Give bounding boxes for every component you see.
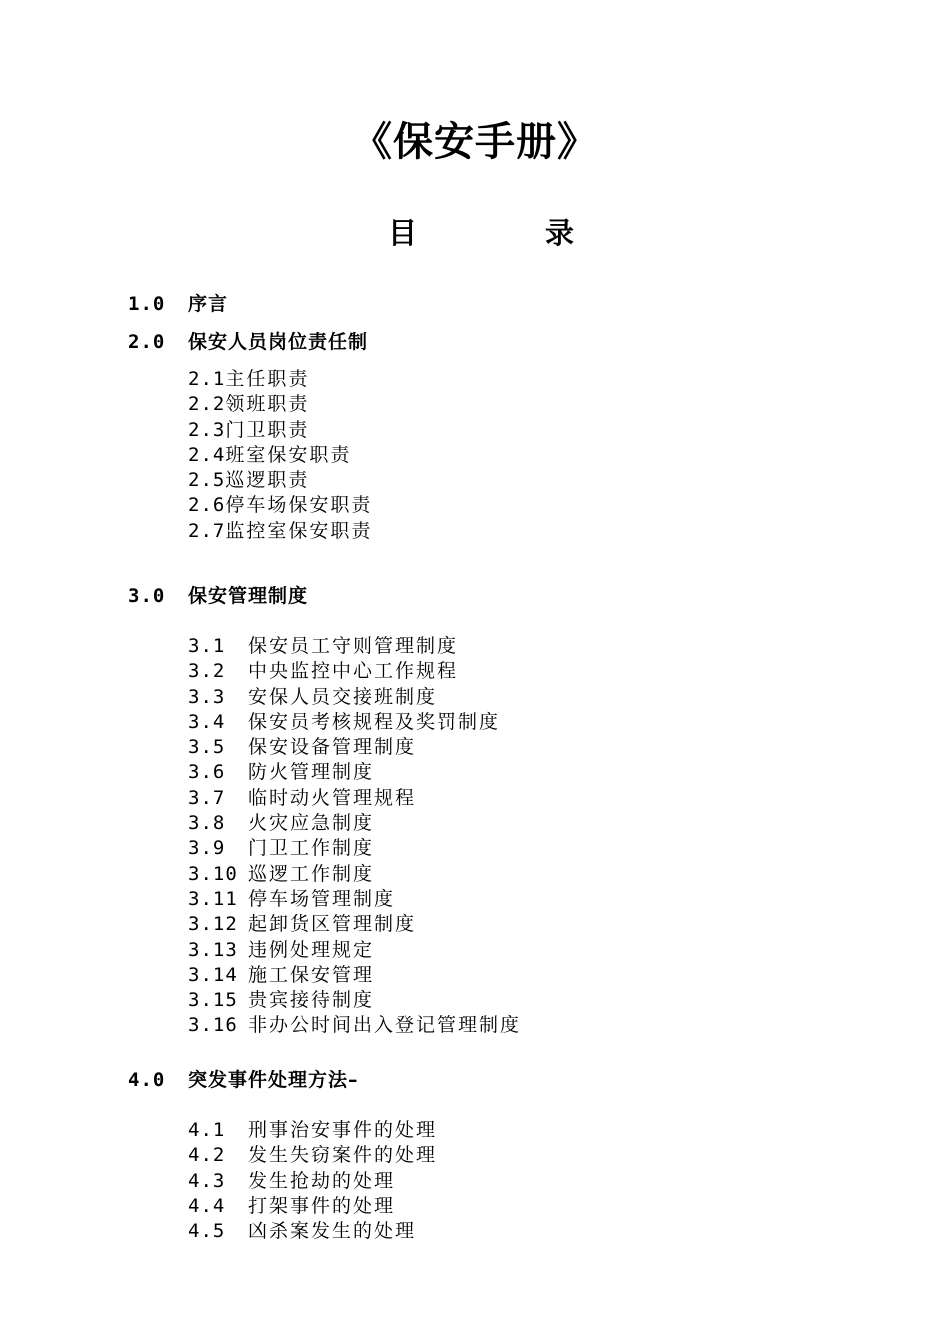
section-number: 2.0 bbox=[128, 331, 166, 353]
subsection-number: 4.5 bbox=[188, 1220, 226, 1243]
subsection-title: 保安设备管理制度 bbox=[248, 736, 417, 759]
subsection-title: 贵宾接待制度 bbox=[248, 989, 375, 1012]
toc-subsection-item bbox=[188, 836, 521, 861]
section-number: 1.0 bbox=[128, 293, 166, 315]
toc-subsection-item bbox=[188, 1143, 437, 1168]
toc-subsection-item bbox=[188, 1013, 521, 1038]
toc-subsection-item bbox=[188, 367, 372, 392]
section-number: 3.0 bbox=[128, 585, 166, 607]
subsection-title: 火灾应急制度 bbox=[248, 812, 375, 835]
toc-subsection-item bbox=[188, 392, 372, 417]
toc-subsection-list-4 bbox=[188, 1118, 437, 1244]
toc-subsection-item bbox=[188, 659, 521, 684]
subsection-title: 保安员考核规程及奖罚制度 bbox=[248, 710, 501, 733]
subsection-number: 3.1 bbox=[188, 635, 226, 657]
toc-subsection-item bbox=[188, 685, 521, 710]
toc-subsection-item bbox=[188, 963, 521, 988]
toc-subsection-item bbox=[188, 1118, 437, 1143]
subsection-number: 4.3 bbox=[188, 1169, 226, 1192]
subsection-number: 3.11 bbox=[188, 887, 238, 910]
subsection-title: 班室保安职责 bbox=[225, 443, 352, 466]
subsection-number: 2.3 bbox=[188, 418, 226, 441]
subsection-number: 3.16 bbox=[188, 1014, 238, 1037]
toc-subsection-item bbox=[188, 418, 372, 443]
subsection-title: 起卸货区管理制度 bbox=[248, 913, 417, 936]
subsection-number: 3.7 bbox=[188, 786, 226, 809]
subsection-number: 4.1 bbox=[188, 1119, 226, 1141]
toc-heading-char-1: 目 bbox=[388, 216, 418, 250]
toc-subsection-item bbox=[188, 887, 521, 912]
subsection-title: 施工保安管理 bbox=[248, 963, 375, 986]
subsection-number: 4.4 bbox=[188, 1194, 226, 1217]
subsection-number: 3.6 bbox=[188, 761, 226, 784]
subsection-number: 4.2 bbox=[188, 1144, 226, 1167]
subsection-number: 3.15 bbox=[188, 989, 238, 1012]
toc-subsection-item bbox=[188, 811, 521, 836]
toc-subsection-list-2 bbox=[188, 367, 372, 544]
toc-subsection-item bbox=[188, 760, 521, 785]
toc-subsection-item bbox=[188, 1169, 437, 1194]
toc-subsection-item bbox=[188, 862, 521, 887]
subsection-title: 安保人员交接班制度 bbox=[248, 685, 438, 708]
subsection-title: 凶杀案发生的处理 bbox=[248, 1220, 417, 1243]
section-number: 4.0 bbox=[128, 1069, 166, 1091]
subsection-number: 2.5 bbox=[188, 469, 226, 492]
toc-subsection-item bbox=[188, 634, 521, 659]
subsection-title: 门卫工作制度 bbox=[248, 837, 375, 860]
subsection-number: 2.1 bbox=[188, 368, 226, 390]
section-title: 突发事件处理方法– bbox=[188, 1069, 359, 1091]
subsection-title: 打架事件的处理 bbox=[248, 1194, 396, 1217]
document-title: 《保安手册》 bbox=[352, 118, 598, 165]
toc-subsection-item bbox=[188, 443, 372, 468]
subsection-title: 临时动火管理规程 bbox=[248, 786, 417, 809]
subsection-title: 监控室保安职责 bbox=[225, 519, 373, 542]
subsection-title: 巡逻工作制度 bbox=[248, 862, 375, 885]
toc-subsection-item bbox=[188, 710, 521, 735]
subsection-title: 发生失窃案件的处理 bbox=[248, 1144, 438, 1167]
section-title: 序言 bbox=[188, 293, 229, 315]
subsection-number: 3.9 bbox=[188, 837, 226, 860]
toc-subsection-item bbox=[188, 493, 372, 518]
toc-heading-char-2: 录 bbox=[545, 216, 575, 250]
toc-subsection-item bbox=[188, 519, 372, 544]
section-title: 保安管理制度 bbox=[188, 585, 309, 607]
subsection-title: 违例处理规定 bbox=[248, 938, 375, 961]
toc-subsection-item bbox=[188, 1194, 437, 1219]
subsection-number: 3.13 bbox=[188, 938, 238, 961]
toc-subsection-item bbox=[188, 468, 372, 493]
subsection-number: 2.4 bbox=[188, 443, 226, 466]
toc-subsection-item bbox=[188, 786, 521, 811]
toc-heading bbox=[388, 212, 588, 254]
toc-subsection-item bbox=[188, 1219, 437, 1244]
subsection-title: 停车场管理制度 bbox=[248, 887, 396, 910]
subsection-number: 2.2 bbox=[188, 393, 226, 416]
subsection-title: 中央监控中心工作规程 bbox=[248, 660, 459, 683]
subsection-number: 3.8 bbox=[188, 812, 226, 835]
subsection-title: 发生抢劫的处理 bbox=[248, 1169, 396, 1192]
subsection-number: 3.12 bbox=[188, 913, 238, 936]
section-title: 保安人员岗位责任制 bbox=[188, 331, 369, 353]
subsection-number: 2.6 bbox=[188, 494, 226, 517]
subsection-number: 3.14 bbox=[188, 963, 238, 986]
toc-subsection-item bbox=[188, 988, 521, 1013]
subsection-title: 防火管理制度 bbox=[248, 761, 375, 784]
subsection-number: 3.10 bbox=[188, 862, 238, 885]
subsection-title: 非办公时间出入登记管理制度 bbox=[248, 1014, 522, 1037]
subsection-title: 门卫职责 bbox=[225, 418, 310, 441]
subsection-number: 3.5 bbox=[188, 736, 226, 759]
toc-subsection-item bbox=[188, 938, 521, 963]
subsection-title: 主任职责 bbox=[225, 368, 310, 390]
subsection-number: 3.4 bbox=[188, 710, 226, 733]
subsection-title: 保安员工守则管理制度 bbox=[248, 635, 459, 657]
subsection-number: 3.3 bbox=[188, 685, 226, 708]
toc-subsection-item bbox=[188, 735, 521, 760]
subsection-number: 3.2 bbox=[188, 660, 226, 683]
subsection-title: 停车场保安职责 bbox=[225, 494, 373, 517]
subsection-title: 刑事治安事件的处理 bbox=[248, 1119, 438, 1141]
toc-subsection-item bbox=[188, 912, 521, 937]
toc-subsection-list-3 bbox=[188, 634, 521, 1039]
subsection-number: 2.7 bbox=[188, 519, 226, 542]
subsection-title: 领班职责 bbox=[225, 393, 310, 416]
subsection-title: 巡逻职责 bbox=[225, 469, 310, 492]
